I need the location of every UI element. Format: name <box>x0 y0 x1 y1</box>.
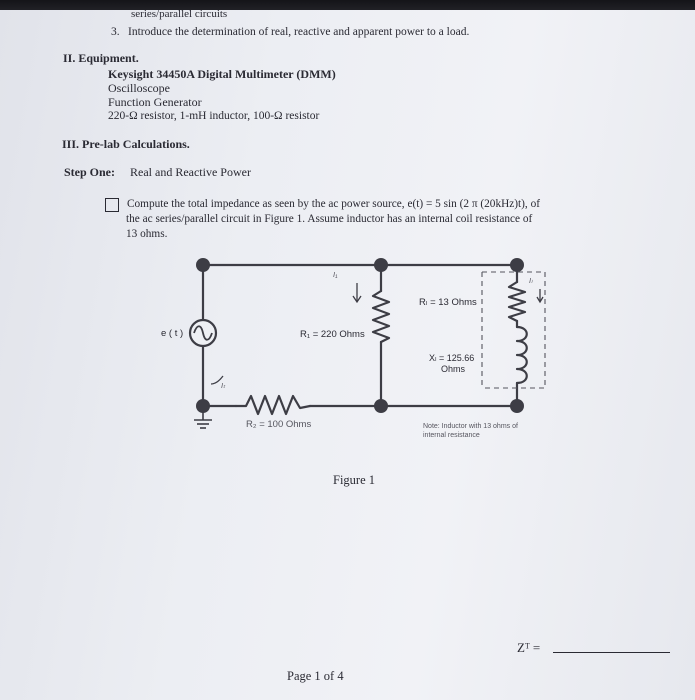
node-top-right <box>510 258 524 272</box>
source-label: e ( t ) <box>161 328 184 339</box>
step-label: Step One: <box>64 165 115 179</box>
step-title: Real and Reactive Power <box>130 165 251 179</box>
r1-label: R₁ = 220 Ohms <box>300 329 365 340</box>
task-line-3: 13 ohms. <box>126 228 168 240</box>
it-label: Iₜ <box>221 381 226 390</box>
ac-source-icon <box>190 320 216 346</box>
xl-label-2: Ohms <box>441 364 466 374</box>
equipment-item-components: 220-Ω resistor, 1-mH inductor, 100-Ω resistor <box>108 110 320 122</box>
node-top-left <box>196 258 210 272</box>
prelab-heading: III. Pre-lab Calculations. <box>62 137 190 151</box>
r1-resistor <box>373 291 389 342</box>
node-bottom-right <box>510 399 524 413</box>
rl-label: Rₗ = 13 Ohms <box>419 297 477 308</box>
node-bottom-left <box>196 399 210 413</box>
cut-line: series/parallel circuits <box>131 8 228 20</box>
task-line-2: the ac series/parallel circuit in Figure 1. Assume inductor has an internal coil resistance of <box>126 213 533 225</box>
r2-label: R₂ = 100 Ohms <box>246 419 312 430</box>
node-top-middle <box>374 258 388 272</box>
item3-text: Introduce the determination of real, reactive and apparent power to a load. <box>128 26 470 38</box>
node-bottom-middle <box>374 399 388 413</box>
answer-blank[interactable] <box>553 652 670 653</box>
equipment-item-dmm: Keysight 34450A Digital Multimeter (DMM) <box>108 67 336 81</box>
r2-resistor <box>236 396 310 414</box>
answer-label: Zᵀ = <box>517 640 541 655</box>
note-line-2: internal resistance <box>423 432 480 439</box>
inductor-coil <box>517 327 527 383</box>
rl-resistor <box>509 282 525 321</box>
equipment-heading: II. Equipment. <box>63 51 139 65</box>
figure-caption: Figure 1 <box>333 473 376 487</box>
item3-number: 3. <box>111 26 120 38</box>
equipment-item-oscilloscope: Oscilloscope <box>108 81 170 95</box>
page-number: Page 1 of 4 <box>287 669 344 683</box>
il-label: Iₗ <box>529 276 533 285</box>
task-line-1: Compute the total impedance as seen by the ac power source, e(t) = 5 sin (2 π (20kHz)t), of <box>127 198 540 210</box>
equipment-item-function-generator: Function Generator <box>108 95 202 109</box>
i1-label: I₁ <box>333 270 338 279</box>
xl-label-1: Xₗ = 125.66 <box>429 353 475 363</box>
note-line-1: Note: Inductor with 13 ohms of <box>423 423 518 430</box>
